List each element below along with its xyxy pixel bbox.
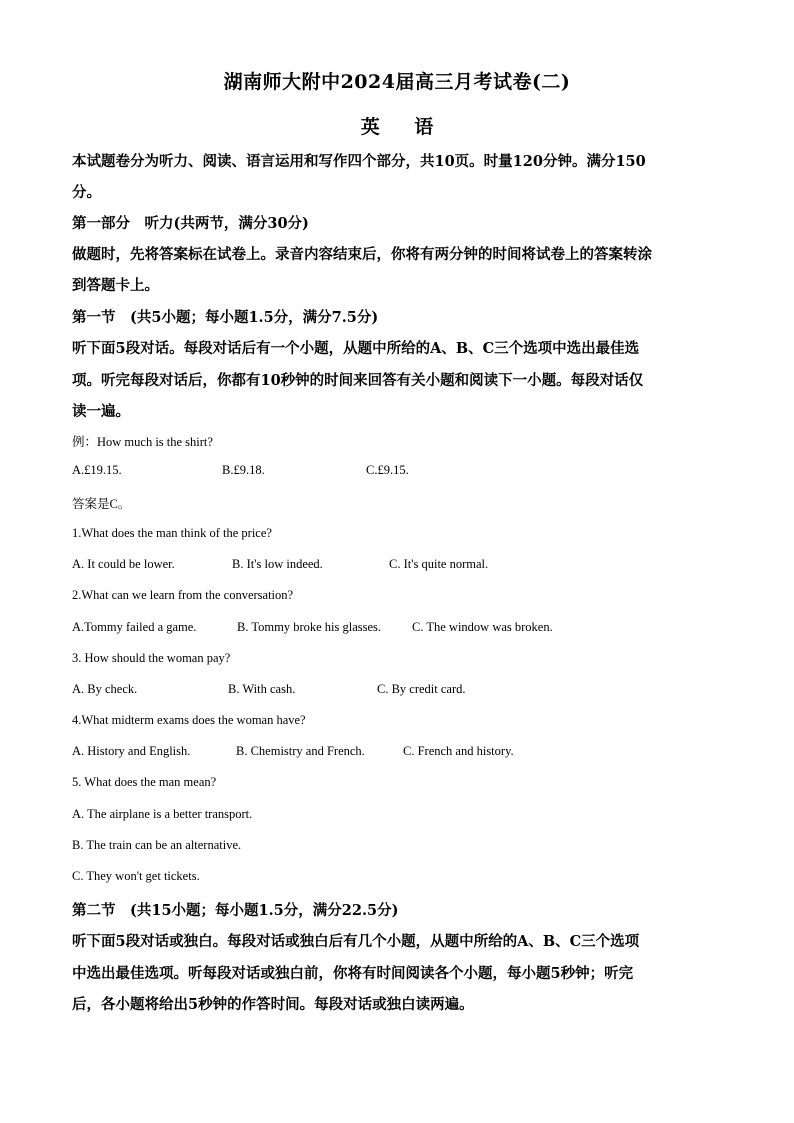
question-5: 5. What does the man mean? <box>72 775 217 789</box>
question-3-option-b: B. With cash. <box>228 682 296 696</box>
intro-line-1: 本试题卷分为听力、阅读、语言运用和写作四个部分，共10页。时量120分钟。满分150 <box>72 153 646 170</box>
question-2-option-a: A.Tommy failed a game. <box>72 620 197 634</box>
question-4: 4.What midterm exams does the woman have? <box>72 713 306 727</box>
intro-line-2: 分。 <box>72 184 101 201</box>
section1-heading: 第一节 (共5小题；每小题1.5分，满分7.5分) <box>72 309 379 326</box>
document-title: 湖南师大附中2024届高三月考试卷(二) <box>223 71 571 93</box>
question-4-option-c: C. French and history. <box>403 744 514 758</box>
question-4-option-b: B. Chemistry and French. <box>236 744 365 758</box>
question-1: 1.What does the man think of the price? <box>72 526 272 540</box>
question-2: 2.What can we learn from the conversation? <box>72 588 294 602</box>
example-option-b: B.£9.18. <box>222 463 265 477</box>
section1-instruction-line-1: 听下面5段对话。每段对话后有一个小题，从题中所给的A、B、C三个选项中选出最佳选 <box>72 340 640 357</box>
section2-instruction-line-1: 听下面5段对话或独白。每段对话或独白后有几个小题，从题中所给的A、B、C三个选项 <box>72 933 640 950</box>
question-2-option-b: B. Tommy broke his glasses. <box>237 620 382 634</box>
question-5-option-a: A. The airplane is a better transport. <box>72 807 253 821</box>
part1-instruction-line-1: 做题时，先将答案标在试卷上。录音内容结束后，你将有两分钟的时间将试卷上的答案转涂 <box>72 246 652 263</box>
question-4-option-a: A. History and English. <box>72 744 191 758</box>
example-answer: 答案是C。 <box>72 497 131 511</box>
section2-instruction-line-3: 后，各小题将给出5秒钟的作答时间。每段对话或独白读两遍。 <box>72 996 474 1013</box>
question-1-option-c: C. It's quite normal. <box>389 557 489 571</box>
example-question: 例：How much is the shirt? <box>72 435 213 449</box>
question-2-option-c: C. The window was broken. <box>412 620 553 634</box>
question-3-option-c: C. By credit card. <box>377 682 466 696</box>
section1-instruction-line-3: 读一遍。 <box>72 403 130 420</box>
part1-instruction-line-2: 到答题卡上。 <box>72 277 159 294</box>
question-5-option-b: B. The train can be an alternative. <box>72 838 242 852</box>
subject-title: 英 语 <box>360 116 448 138</box>
section1-instruction-line-2: 项。听完每段对话后，你都有10秒钟的时间来回答有关小题和阅读下一小题。每段对话仅 <box>72 372 644 389</box>
question-1-option-b: B. It's low indeed. <box>232 557 323 571</box>
section2-heading: 第二节 (共15小题；每小题1.5分，满分22.5分) <box>72 902 399 919</box>
question-1-option-a: A. It could be lower. <box>72 557 175 571</box>
part1-heading: 第一部分 听力(共两节，满分30分) <box>72 215 309 232</box>
question-3-option-a: A. By check. <box>72 682 138 696</box>
example-option-a: A.£19.15. <box>72 463 122 477</box>
example-option-c: C.£9.15. <box>366 463 409 477</box>
question-3: 3. How should the woman pay? <box>72 651 231 665</box>
section2-instruction-line-2: 中选出最佳选项。听每段对话或独白前，你将有时间阅读各个小题，每小题5秒钟；听完 <box>72 965 634 982</box>
question-5-option-c: C. They won't get tickets. <box>72 869 200 883</box>
